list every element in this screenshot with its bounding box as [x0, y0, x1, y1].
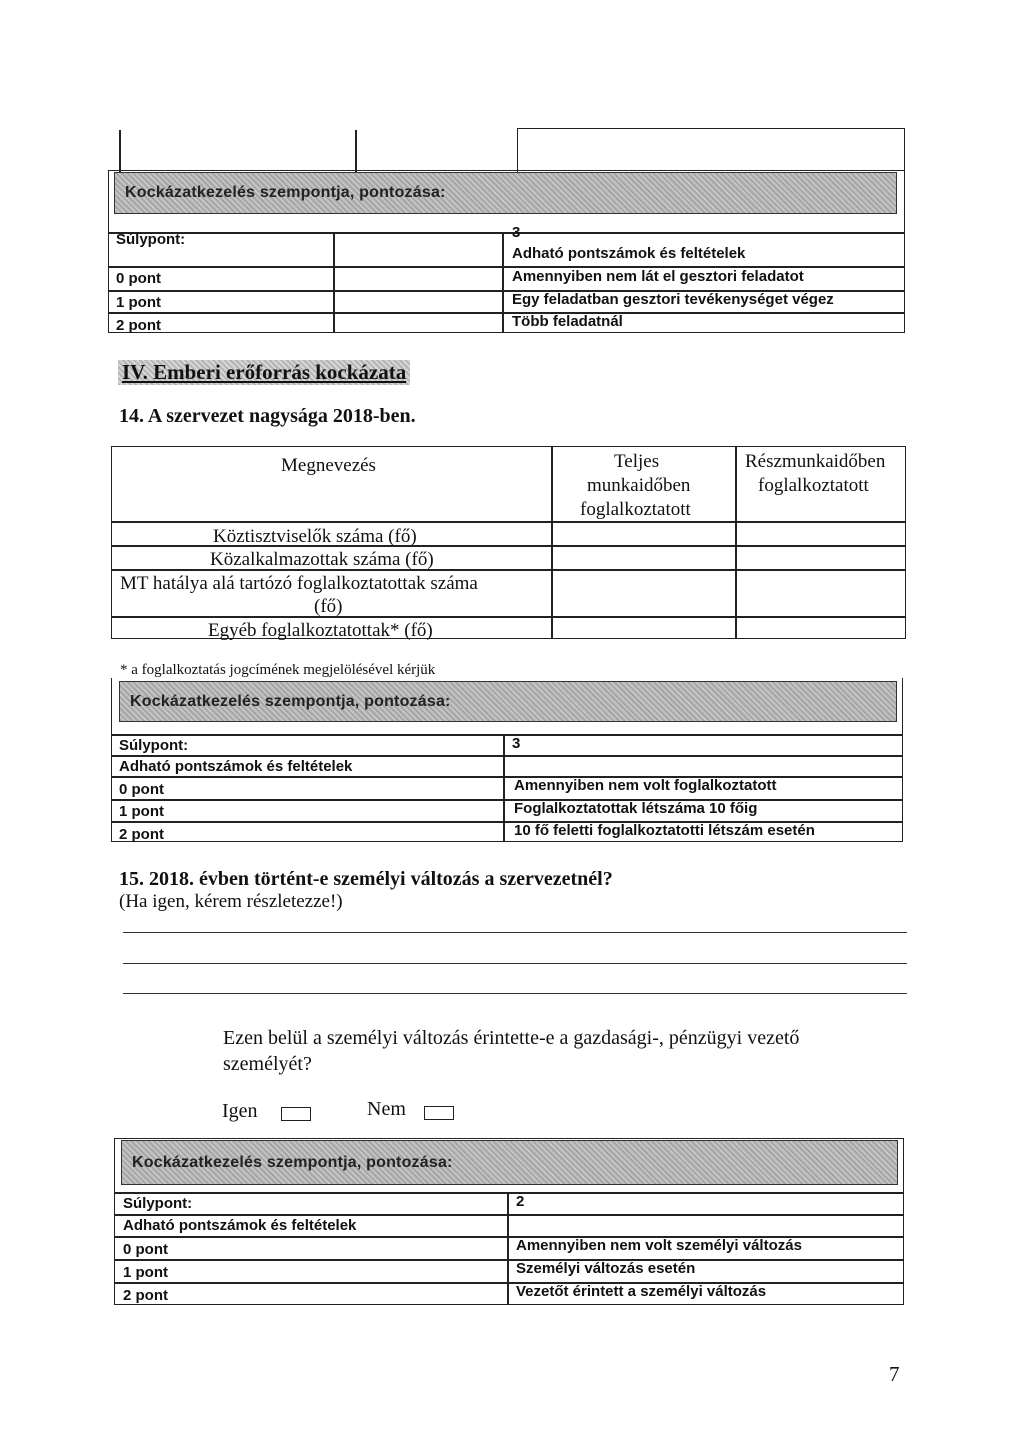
q15-subtitle: (Ha igen, kérem részletezze!)	[119, 891, 343, 912]
rb2-weight-value: 3	[512, 735, 521, 752]
q14-row-2-name-line2: (fő)	[314, 596, 343, 617]
rb2-hline-1	[111, 734, 903, 736]
q15-answer-line-2[interactable]	[123, 963, 907, 964]
rb3-weight-label: Súlypont:	[123, 1195, 193, 1212]
rb2-hline-4	[111, 799, 903, 801]
top-table-remnant-mid	[355, 130, 357, 175]
q14-hline-header	[111, 521, 906, 523]
rb3-row-0-label: 0 pont	[123, 1241, 168, 1258]
q15-answer-line-1[interactable]	[123, 932, 907, 933]
rb3-row-0-condition: Amennyiben nem volt személyi változás	[516, 1237, 802, 1254]
q14-footnote: * a foglalkoztatás jogcímének megjelölésével kérjük	[120, 662, 436, 678]
page-number: 7	[889, 1362, 900, 1386]
rb3-hline-5	[114, 1282, 904, 1284]
rb2-row-1-label: 1 pont	[119, 803, 164, 820]
q14-row-0-name: Köztisztviselők száma (fő)	[213, 526, 417, 547]
rb2-hline-3	[111, 776, 903, 778]
rb3-conditions-label: Adható pontszámok és feltételek	[123, 1217, 357, 1234]
rb1-weight-label: Súlypont:	[116, 231, 186, 248]
rb1-hline-4	[108, 312, 905, 314]
q14-hline-4	[111, 616, 906, 618]
q15-no-checkbox[interactable]	[424, 1106, 454, 1120]
section-iv-heading	[118, 360, 410, 385]
q14-row-1-name: Közalkalmazottak száma (fő)	[210, 549, 434, 570]
rb1-row-1-condition: Egy feladatban gesztori tevékenységet végez	[512, 291, 834, 308]
risk-box-2-header-text: Kockázatkezelés szempontja, pontozása:	[130, 692, 451, 710]
top-table-remnant-box	[517, 128, 905, 173]
q15-no-label: Nem	[367, 1098, 406, 1120]
risk-box-1-header	[114, 172, 897, 214]
section-iv-heading-text: IV. Emberi erőforrás kockázata	[122, 360, 407, 384]
q14-header-full-line2: munkaidőben	[587, 475, 691, 496]
rb1-row-0-condition: Amennyiben nem lát el gesztori feladatot	[512, 268, 804, 285]
q14-header-part-line1: Részmunkaidőben	[745, 451, 886, 472]
rb2-weight-label: Súlypont:	[119, 737, 189, 754]
rb3-hline-2	[114, 1214, 904, 1216]
risk-box-2-header	[119, 681, 897, 722]
q14-row-3-name: Egyéb foglalkoztatottak* (fő)	[208, 620, 433, 641]
rb2-vline	[503, 734, 505, 842]
rb1-hline-1	[108, 232, 905, 234]
rb3-row-1-label: 1 pont	[123, 1264, 168, 1281]
rb1-weight-value: 3	[512, 224, 521, 241]
rb3-row-1-condition: Személyi változás esetén	[516, 1260, 696, 1277]
rb1-vline-2	[502, 232, 504, 333]
q14-row-2-name-line1: MT hatálya alá tartózó foglalkoztatottak száma	[120, 573, 478, 594]
risk-box-1-header-text: Kockázatkezelés szempontja, pontozása:	[125, 184, 446, 201]
q14-title: 14. A szervezet nagysága 2018-ben.	[119, 405, 416, 427]
rb1-row-2-condition: Több feladatnál	[512, 313, 623, 330]
rb2-row-0-label: 0 pont	[119, 781, 164, 798]
rb2-row-0-condition: Amennyiben nem volt foglalkoztatott	[514, 777, 777, 794]
rb3-weight-value: 2	[516, 1193, 525, 1210]
risk-box-3-header	[121, 1140, 898, 1185]
rb3-row-2-condition: Vezetőt érintett a személyi változás	[516, 1283, 767, 1300]
rb3-hline-4	[114, 1259, 904, 1261]
rb2-row-2-label: 2 pont	[119, 826, 164, 843]
rb1-row-1-label: 1 pont	[116, 294, 161, 311]
q14-header-full-line3: foglalkoztatott	[580, 499, 691, 520]
top-table-remnant-left	[119, 130, 121, 175]
risk-box-3-header-text: Kockázatkezelés szempontja, pontozása:	[132, 1153, 453, 1171]
rb1-row-0-label: 0 pont	[116, 270, 161, 287]
rb3-row-2-label: 2 pont	[123, 1287, 168, 1304]
q14-vline-2	[735, 446, 737, 639]
rb1-row-2-label: 2 pont	[116, 317, 161, 334]
rb3-hline-1	[114, 1192, 904, 1194]
q15-followup-line1: Ezen belül a személyi változás érintette-e a gazdasági-, pénzügyi vezető	[223, 1027, 800, 1049]
q15-answer-line-3[interactable]	[123, 993, 907, 994]
q15-yes-label: Igen	[222, 1100, 258, 1122]
q14-header-name: Megnevezés	[281, 455, 376, 476]
rb3-vline	[507, 1192, 509, 1305]
q14-header-full-line1: Teljes	[614, 451, 660, 472]
rb1-vline-1	[333, 232, 335, 333]
q14-vline-1	[551, 446, 553, 639]
rb1-conditions-label: Adható pontszámok és feltételek	[512, 245, 746, 262]
q14-header-part-line2: foglalkoztatott	[758, 475, 869, 496]
q15-title: 15. 2018. évben történt-e személyi változás a szervezetnél?	[119, 868, 613, 890]
rb2-row-1-condition: Foglalkoztatottak létszáma 10 főig	[514, 800, 758, 817]
q15-followup-line2: személyét?	[223, 1053, 312, 1075]
rb2-hline-2	[111, 755, 903, 757]
rb2-conditions-label: Adható pontszámok és feltételek	[119, 758, 353, 775]
rb2-row-2-condition: 10 fő feletti foglalkoztatotti létszám esetén	[514, 822, 815, 839]
q15-yes-checkbox[interactable]	[281, 1107, 311, 1121]
